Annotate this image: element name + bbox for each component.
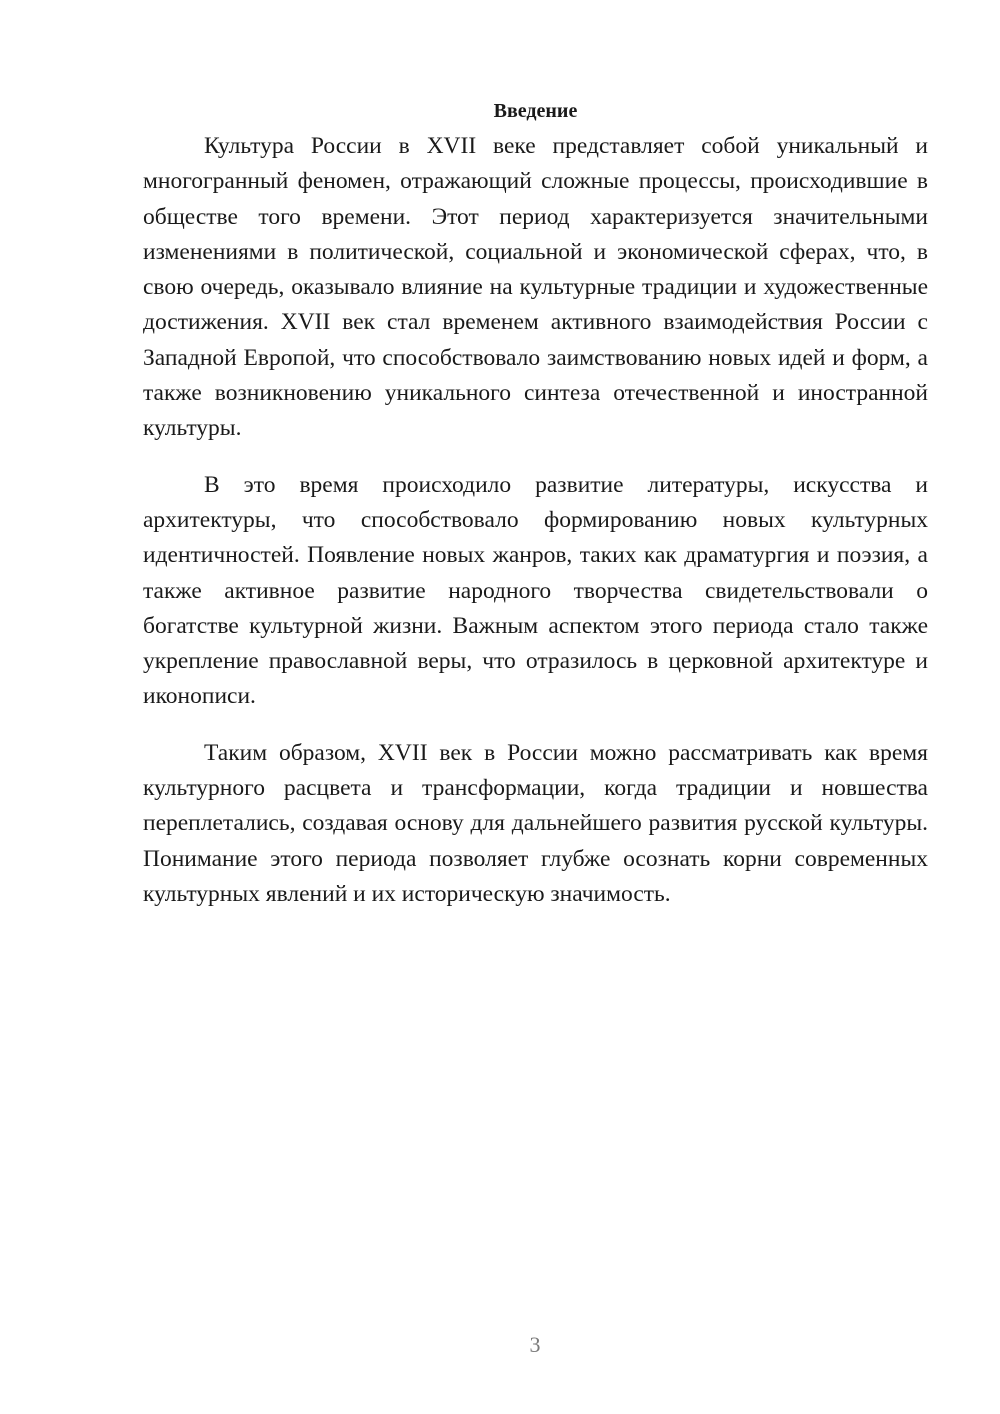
page-number: 3 bbox=[529, 1332, 541, 1357]
document-body bbox=[143, 94, 928, 933]
paragraph-2: В это время происходило развитие литературы, искусства и архитектуры, что способствовало формированию новых культурных идентичностей. Появление новых жанров, таких как драматургия и поэзия, а также активное развитие народного творчества свидетельствовали о богатстве культурной жизни. Важным аспектом этого периода стало также укрепление православной веры, что отразилось в церковной архитектуре и иконописи. bbox=[143, 471, 928, 710]
paragraph-1: Культура России в XVII веке представляет собой уникальный и многогранный феномен, отражающий сложные процессы, происходившие в обществе того времени. Этот период характеризуется значительными изменениями в политической, социальной и экономической сферах, что, в свою очередь, оказывало влияние на культурные традиции и художественные достижения. XVII век стал временем активного взаимодействия России с Западной Европой, что способствовало заимствованию новых идей и форм, а также возникновению уникального синтеза отечественной и иностранной культуры. bbox=[143, 133, 928, 442]
paragraph-3: Таким образом, XVII век в России можно рассматривать как время культурного расцвета и трансформации, когда традиции и новшества переплетались, создавая основу для дальнейшего развития русской культуры. Понимание этого периода позволяет глубже осознать корни современных культурных явлений и их историческую значимость. bbox=[143, 739, 928, 907]
section-heading: Введение bbox=[493, 100, 578, 122]
